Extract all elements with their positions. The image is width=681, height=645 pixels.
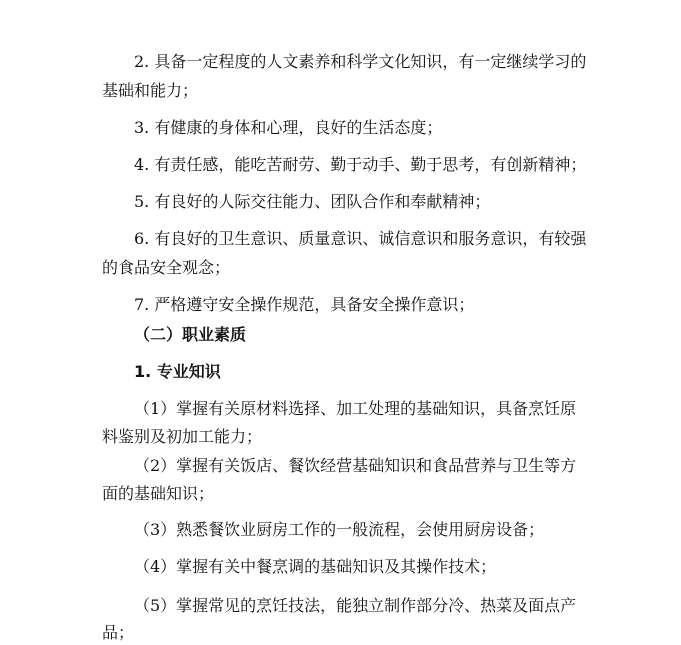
quality-item-2-line-2: 基础和能力； <box>102 81 199 100</box>
quality-item-3: 3. 有健康的身体和心理，良好的生活态度； <box>134 118 443 137</box>
quality-item-7: 7. 严格遵守安全操作规范，具备安全操作意识； <box>134 295 475 314</box>
quality-item-6-line-1: 6. 有良好的卫生意识、质量意识、诚信意识和服务意识，有较强 <box>134 229 587 248</box>
knowledge-item-4: （4）掌握有关中餐烹调的基础知识及其操作技术； <box>134 557 497 576</box>
sub-heading: 1. 专业知识 <box>134 362 221 381</box>
quality-item-4: 4. 有责任感，能吃苦耐劳、勤于动手、勤于思考，有创新精神； <box>134 155 587 174</box>
knowledge-item-2-line-1: （2）掌握有关饭店、餐饮经营基础知识和食品营养与卫生等方 <box>134 456 577 475</box>
quality-item-5: 5. 有良好的人际交往能力、团队合作和奉献精神； <box>134 192 491 211</box>
knowledge-item-1-line-1: （1）掌握有关原材料选择、加工处理的基础知识，具备烹饪原 <box>134 399 577 418</box>
quality-item-2-line-1: 2. 具备一定程度的人文素养和科学文化知识，有一定继续学习的 <box>134 52 587 71</box>
quality-item-6-line-2: 的食品安全观念； <box>102 258 231 277</box>
knowledge-item-5-line-2: 品； <box>102 623 135 642</box>
section-heading: （二）职业素质 <box>134 325 247 344</box>
knowledge-item-5-line-1: （5）掌握常见的烹饪技法，能独立制作部分冷、热菜及面点产 <box>134 596 577 615</box>
knowledge-item-1-line-2: 料鉴别及初加工能力； <box>102 427 263 446</box>
knowledge-item-3: （3）熟悉餐饮业厨房工作的一般流程，会使用厨房设备； <box>134 520 545 539</box>
knowledge-item-2-line-2: 面的基础知识； <box>102 484 215 503</box>
